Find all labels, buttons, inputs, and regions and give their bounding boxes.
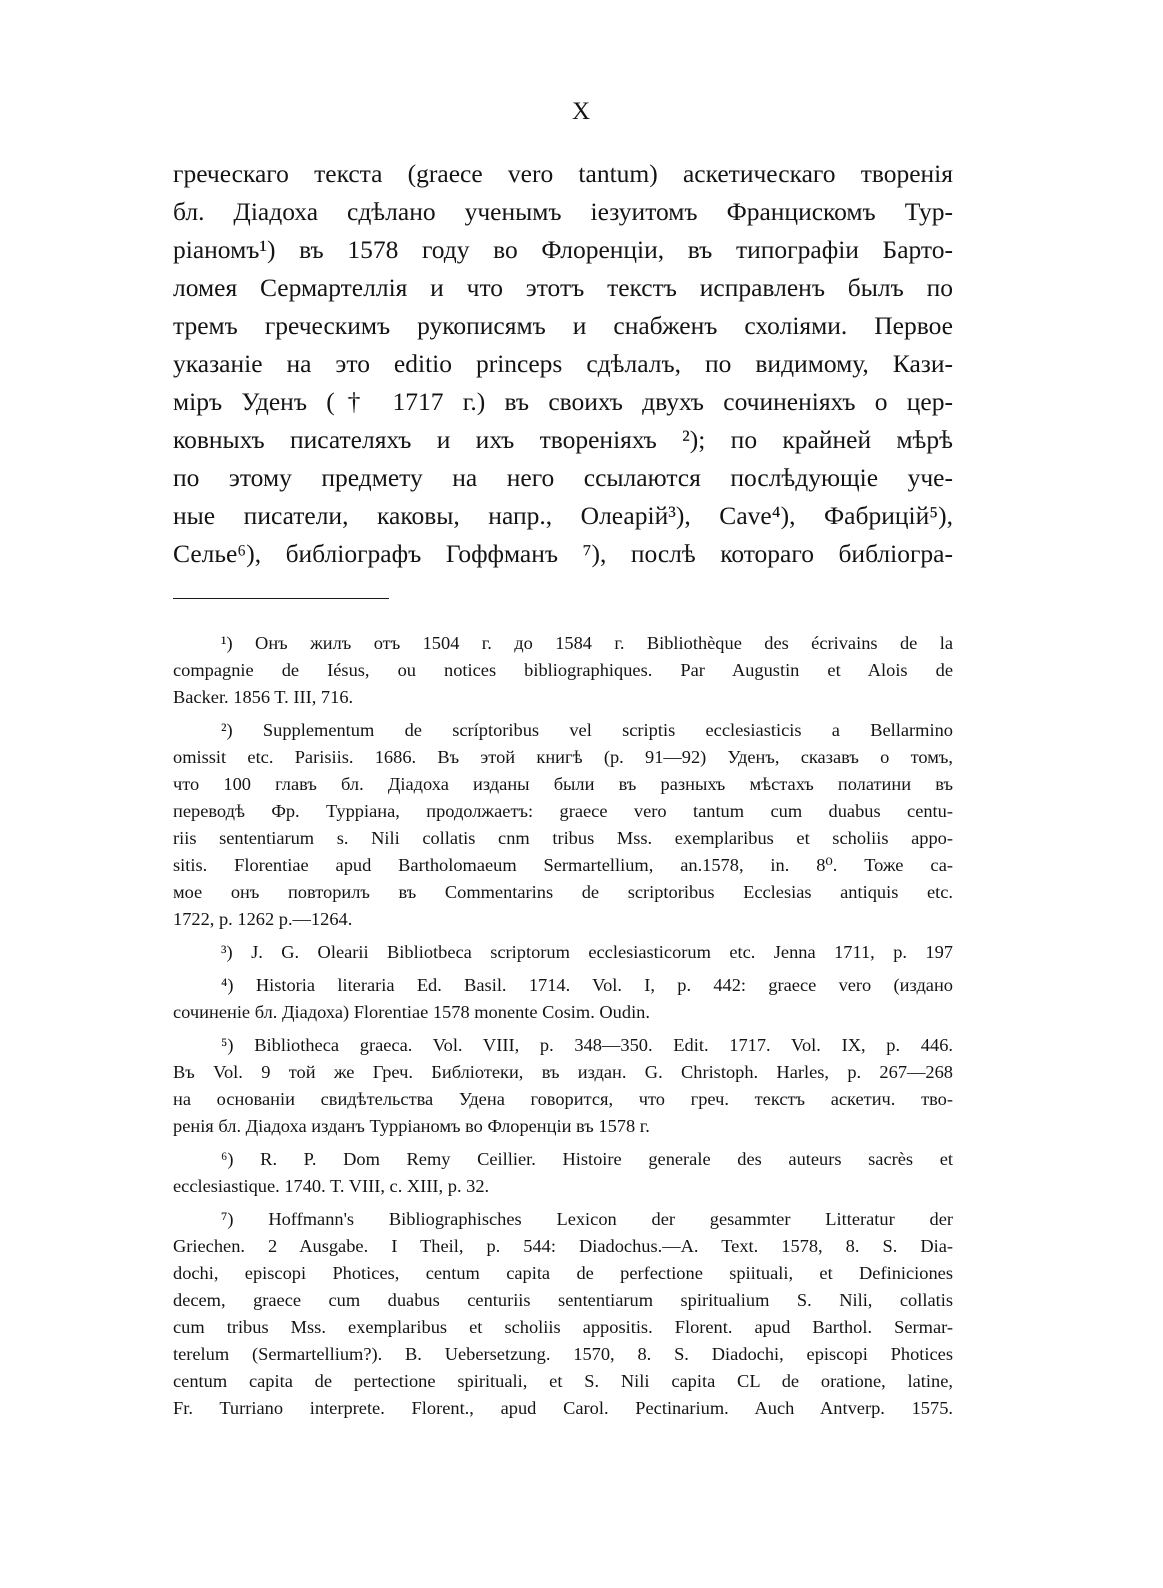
footnote-line: terelum (Sermartellium?). B. Uebersetzung. 1570, 8. S. Diadochi, episcopi Photices	[173, 1344, 953, 1364]
footnote-line: Backer. 1856 T. III, 716.	[173, 687, 354, 707]
footnote-line: 1722, p. 1262 p.—1264.	[173, 909, 353, 929]
footnote-line: ecclesiastique. 1740. T. VIII, c. XIII, p. 32.	[173, 1176, 490, 1196]
footnote-line: ¹) Онъ жилъ отъ 1504 г. до 1584 г. Bibliothèque des écrivains de la	[221, 633, 953, 653]
footnote-line: cum tribus Mss. exemplaribus et scholiis appositis. Florent. apud Barthol. Sermar-	[173, 1317, 953, 1337]
main-text-line: ные писатели, каковы, напр., Олеарій³), Cave⁴), Фабрицій⁵),	[173, 501, 953, 530]
footnote-line: sitis. Florentiae apud Bartholomaeum Sermartellium, an.1578, in. 8⁰. Тоже са-	[173, 855, 953, 875]
footnote-line: переводѣ Фр. Туррiана, продолжаетъ: graece vero tantum cum duabus centu-	[173, 801, 953, 821]
main-text-line: бл. Діадоха сдѣлано ученымъ іезуитомъ Францискомъ Тур-	[173, 197, 953, 226]
footnote-line: на основаніи свидѣтельства Удена говорится, что греч. текстъ аскетич. тво-	[173, 1089, 953, 1109]
main-text-line: Селье⁶), библіографъ Гоффманъ ⁷), послѣ котораго библіогра-	[173, 539, 953, 568]
footnotes	[173, 630, 953, 1428]
footnote-7	[173, 1206, 953, 1422]
footnote-line: Griechen. 2 Ausgabe. I Theil, p. 544: Diadochus.—A. Text. 1578, 8. S. Dia-	[173, 1236, 953, 1256]
main-text-line: ковныхъ писателяхъ и ихъ твореніяхъ ²); по крайней мѣрѣ	[173, 425, 953, 454]
footnote-6	[173, 1146, 953, 1200]
footnote-line: riis sententiarum s. Nili collatis cnm tribus Mss. exemplaribus et scholiis appo-	[173, 828, 953, 848]
footnote-line: decem, graece cum duabus centuriis sententiarum spiritualium S. Nili, collatis	[173, 1290, 953, 1310]
main-text-line: міръ Уденъ († 1717 г.) въ своихъ двухъ сочиненіяхъ о цер-	[173, 387, 953, 416]
footnote-line: centum capita de pertectione spirituali, et S. Nili capita CL de oratione, latine,	[173, 1371, 953, 1391]
footnote-2	[173, 717, 953, 933]
footnote-line: ²) Supplementum de scríptoribus vel scriptis ecclesiasticis a Bellarmino	[221, 720, 953, 740]
footnote-line: omissit etc. Parisiis. 1686. Въ этой книгѣ (р. 91—92) Уденъ, сказавъ о томъ,	[173, 747, 953, 767]
main-text-line: ломея Сермартеллія и что этотъ текстъ исправленъ былъ по	[173, 273, 953, 302]
footnote-line: Въ Vol. 9 той же Греч. Библіотеки, въ издан. G. Christoph. Harles, p. 267—268	[173, 1062, 953, 1082]
main-text-line: указаніе на это editio princeps сдѣлалъ, по видимому, Кази-	[173, 349, 953, 378]
page-number: X	[571, 98, 592, 125]
main-text-line: ріаномъ¹) въ 1578 году во Флоренціи, въ типографіи Барто-	[173, 235, 953, 264]
footnote-line: dochi, episcopi Photices, centum capita de perfectione spiituali, et Definiciones	[173, 1263, 953, 1283]
footnote-1	[173, 630, 953, 711]
footnote-line: ренія бл. Діадоха изданъ Турріаномъ во Флоренціи въ 1578 г.	[173, 1116, 650, 1136]
footnote-3	[173, 939, 953, 966]
footnote-line: ⁶) R. P. Dom Remy Ceillier. Histoire generale des auteurs sacrès et	[221, 1149, 953, 1169]
footnote-line: сочиненіе бл. Діадоха) Florentiae 1578 monente Cosim. Oudin.	[173, 1002, 650, 1022]
footnote-5	[173, 1032, 953, 1140]
footnote-separator	[173, 598, 389, 599]
main-text	[173, 155, 953, 573]
main-text-line: по этому предмету на него ссылаются послѣдующіе уче-	[173, 463, 953, 492]
footnote-line: Fr. Turriano interprete. Florent., apud Carol. Pectinarium. Auch Antverp. 1575.	[173, 1398, 953, 1418]
main-text-line: тремъ греческимъ рукописямъ и снабженъ схоліями. Первое	[173, 311, 953, 340]
main-text-line: греческаго текста (graece vero tantum) аскетическаго творенія	[173, 159, 953, 188]
footnote-line: что 100 главъ бл. Діадоха изданы были въ разныхъ мѣстахъ полатини въ	[173, 774, 953, 794]
footnote-line: ⁵) Bibliotheca graeca. Vol. VIII, p. 348—350. Edit. 1717. Vol. IX, p. 446.	[221, 1035, 953, 1055]
footnote-line: compagnie de Iésus, ou notices bibliographiques. Par Augustin et Alois de	[173, 660, 953, 680]
footnote-line: ⁴) Historia literaria Ed. Basil. 1714. Vol. I, p. 442: graece vero (издано	[221, 975, 953, 995]
footnote-line: ⁷) Hoffmann's Bibliographisches Lexicon der gesammter Litteratur der	[221, 1209, 953, 1229]
footnote-line: ³) J. G. Olearii Bibliotbeca scriptorum ecclesiasticorum etc. Jenna 1711, p. 197	[221, 942, 953, 962]
footnote-4	[173, 972, 953, 1026]
footnote-line: мое онъ повторилъ въ Commentarins de scriptoribus Ecclesias antiquis etc.	[173, 882, 953, 902]
